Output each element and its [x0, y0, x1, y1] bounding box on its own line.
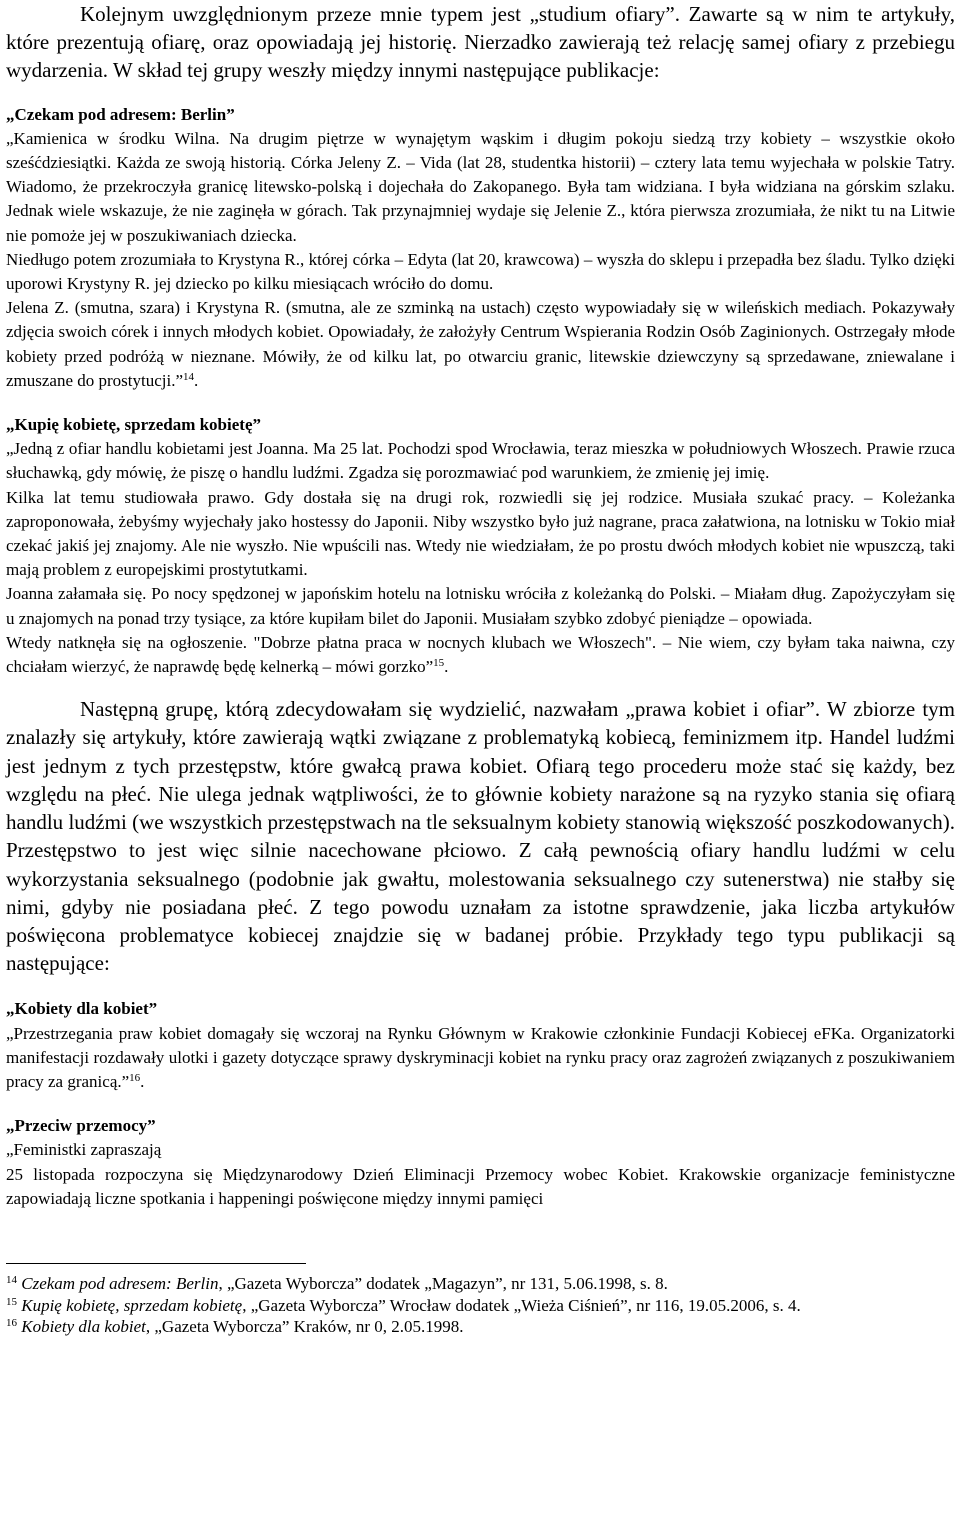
article-title: „Przeciw przemocy” [6, 1116, 156, 1136]
article-quote-paragraph: Wtedy natknęła się na ogłoszenie. "Dobrze płatna praca w nocnych klubach we Włoszech". – Nie wiem, czy byłam taka naiwna, czy chciałam wierzyć, że naprawdę będę kelnerką – mówi gorzko”$^{15}$. [6, 632, 955, 677]
article-quote-paragraph: 25 listopada rozpoczyna się Międzynarodowy Dzień Eliminacji Przemocy wobec Kobiet. Krakowskie organizacje feministyczne zapowiadają liczne spotkania i happeningi poświęcone między innymi pamięci [6, 1164, 955, 1208]
article-title: „Kobiety dla kobiet” [6, 999, 158, 1019]
intro-paragraph: Kolejnym uwzględnionym przeze mnie typem jest „studium ofiary”. Zawarte są w nim te artykuły, które prezentują ofiarę, oraz opowiadają jej historię. Nierzadko zawierają też relację samej ofiary z przebiegu wydarzenia. W skład tej grupy weszły między innymi następujące publikacje: [6, 2, 955, 83]
article-title: „Kupię kobietę, sprzedam kobietę” [6, 415, 261, 435]
article-quote-paragraph: Joanna załamała się. Po nocy spędzonej w japońskim hotelu na lotnisku wróciła z koleżanką do Polski. – Miałam dług. Zapożyczyłam się u znajomych na ponad trzy tysiące, za które kupiłam bilet do Japonii. Musiałam szybko zdobyć pieniądze – opowiada. [6, 584, 955, 628]
article-quote-paragraph: „Feministki zapraszają [6, 1140, 162, 1160]
footnote: $^{16}$ Kobiety dla kobiet, „Gazeta Wyborcza” Kraków, nr 0, 2.05.1998. [6, 1317, 464, 1337]
article-quote-paragraph: Kilka lat temu studiowała prawo. Gdy dostała się na drugi rok, rozwiedli się jej rodzice. Musiała szukać pracy. – Koleżanka zaproponowała, żebyśmy wyjechały jako hostessy do Japonii. Niby wszystko było już nagrane, praca załatwiona, na lotnisku w Tokio miał czekać jakiś jej znajomy. Ale nie wyszło. Nie wpuścili nas. Wtedy nie wiedziałam, że po prostu dwóch młodych kobiet nie wpuszczą, taki mają problem z europejskimi prostytutkami. [6, 487, 955, 580]
body-paragraph: Następną grupę, którą zdecydowałam się wydzielić, nazwałam „prawa kobiet i ofiar”. W zbiorze tym znalazły się artykuły, które zawierają wątki związane z problematyką kobiecą, feminizmem itp. Handel ludźmi jest jednym z tych przestępstw, które gwałcą prawa kobiet. Ofiarą tego procederu może stać się każdy, bez względu na płeć. Nie ulega jednak wątpliwości, że to głównie kobiety narażone są na ryzyko stania się ofiarą handlu ludźmi (we wszystkich przestępstwach na tle seksualnym kobiety stanowią większość poszkodowanych). Przestępstwo to jest więc silnie nacechowane płciowo. Z całą pewnością ofiary handlu ludźmi w celu wykorzystania seksualnego (podobnie jak gwałtu, molestowania seksualnego czy sutenerstwa) nie stałby się nimi, gdyby nie posiadana płeć. Z tego powodu uznałam za istotne sprawdzenie, jaka liczba artykułów poświęcona problematyce kobiecej znajdzie się w badanej próbie. Przykłady tego typu publikacji są następujące: [6, 697, 955, 976]
footnote-reference: 14 [183, 370, 195, 383]
article-title: „Czekam pod adresem: Berlin” [6, 104, 235, 124]
article-quote-paragraph: „Jedną z ofiar handlu kobietami jest Joanna. Ma 25 lat. Pochodzi spod Wrocławia, teraz mieszka w południowych Włoszech. Prawie rzuca słuchawką, gdy mówię, że piszę o handlu ludźmi. Zgadza się porozmawiać pod warunkiem, że zmienię jej imię. [6, 439, 955, 483]
article-quote-paragraph: „Przestrzegania praw kobiet domagały się wczoraj na Rynku Głównym w Krakowie członkinie Fundacji Kobiecej eFKa. Organizatorki manifestacji rozdawały ulotki i gazety dotyczące sprawy dyskryminacji kobiet na rynku pracy oraz zagrożeń związanych z poszukiwaniem pracy za granicą.”$^{16}$. [6, 1023, 955, 1091]
article-quote-paragraph: „Kamienica w środku Wilna. Na drugim piętrze w wynajętym wąskim i długim pokoju siedzą trzy kobiety – wszystkie około sześćdziesiątki. Każda ze swoją historią. Córka Jeleny Z. – Vida (lat 28, studentka historii) – cztery lata temu wyjechała w polskie Tatry. Wiadomo, że przekroczyła granicę litewsko-polską i dojechała do Zakopanego. Była tam widziana. I była widziana na górskim szlaku. Jednak wiele wskazuje, że nie zaginęła w górach. Tak przynajmniej wydaje się Jelenie Z., która pierwsza zrozumiała, że nikt tu na Litwie nie pomoże jej w poszukiwaniach dziecka. [6, 128, 955, 245]
footnote-divider [6, 1263, 306, 1264]
footnote: $^{15}$ Kupię kobietę, sprzedam kobietę, „Gazeta Wyborcza” Wrocław dodatek „Wieża Ciśnień”, nr 116, 19.05.2006, s. 4. [6, 1295, 801, 1315]
footnotes [6, 1273, 955, 1338]
footnote: $^{14}$ Czekam pod adresem: Berlin, „Gazeta Wyborcza” dodatek „Magazyn”, nr 131, 5.06.1998, s. 8. [6, 1273, 668, 1293]
footnote-reference: 15 [433, 657, 445, 670]
footnote-reference: 16 [129, 1071, 141, 1084]
document-page [6, 0, 955, 1338]
article-quote-paragraph: Niedługo potem zrozumiała to Krystyna R., której córka – Edyta (lat 20, krawcowa) – wyszła do sklepu i przepadła bez śladu. Tylko dzięki uporowi Krystyny R. jej dziecko po kilku miesiącach wróciło do domu. [6, 249, 955, 294]
article-quote-paragraph: Jelena Z. (smutna, szara) i Krystyna R. (smutna, ale ze szminką na ustach) często wypowiadały się w wileńskich mediach. Pokazywały zdjęcia swoich córek i innych młodych kobiet. Opowiadały, że założyły Centrum Wspierania Rodzin Osób Zaginionych. Ostrzegały młode kobiety przed podróżą w nieznane. Mówiły, że od kilku lat, po otwarciu granic, litewskie dziewczyny są sprzedawane, zniewalane i zmuszane do prostytucji.”$^{14}$. [6, 298, 955, 390]
